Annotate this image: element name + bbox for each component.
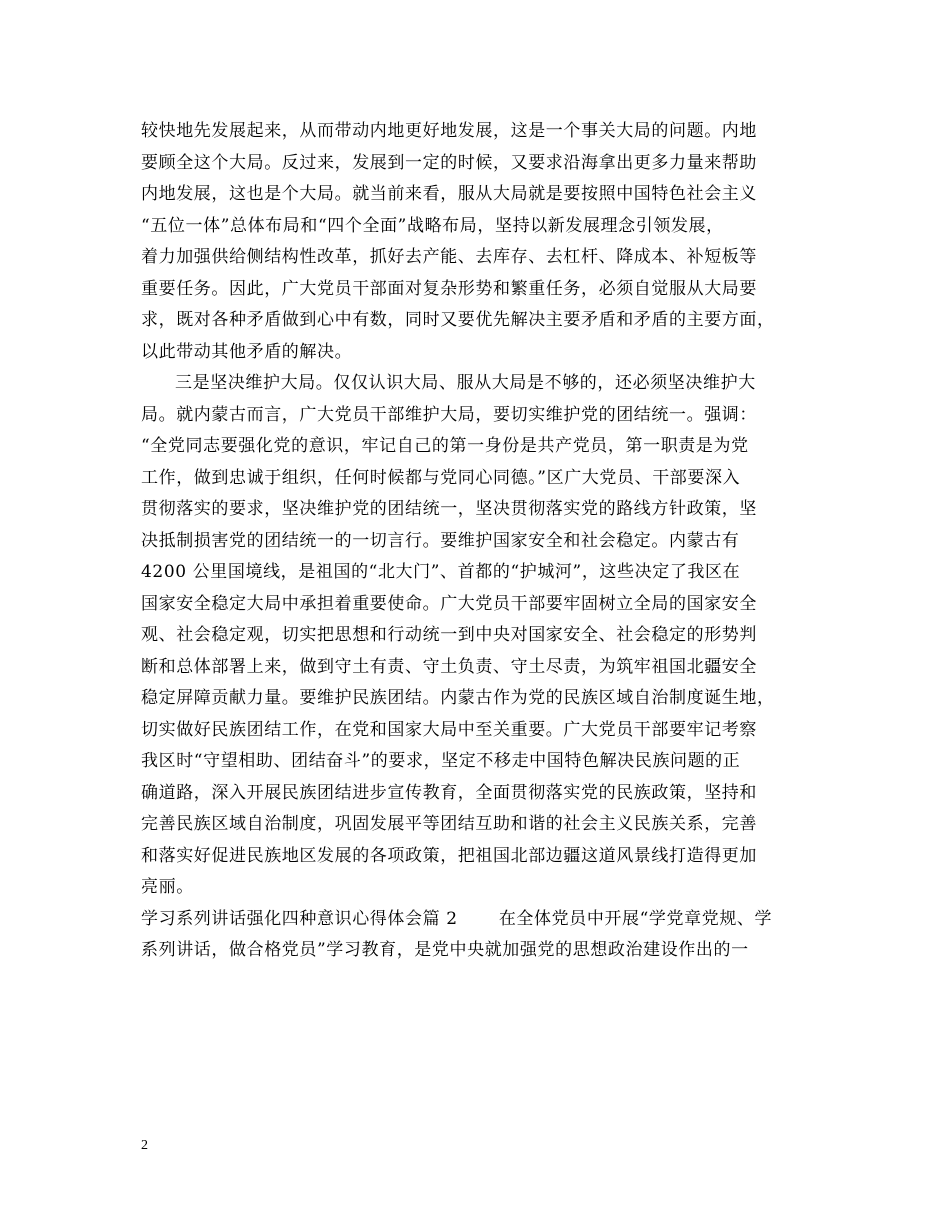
body-text (141, 116, 817, 967)
text-line: 亮丽。 (141, 877, 194, 897)
text-line: 求，既对各种矛盾做到心中有数，同时又要优先解决主要矛盾和矛盾的主要方面， (141, 310, 775, 330)
text-line: 和落实好促进民族地区发展的各项政策，把祖国北部边疆这道风景线打造得更加 (141, 845, 757, 866)
section-heading-line: 学习系列讲话强化四种意识心得体会篇 2 在全体党员中开展“学党章党规、学 (141, 908, 773, 929)
text-line: 重要任务。因此，广大党员干部面对复杂形势和繁重任务，必须自觉服从大局要 (141, 278, 757, 299)
text-line: 着力加强供给侧结构性改革，抓好去产能、去库存、去杠杆、降成本、补短板等 (141, 247, 757, 267)
text-line: 系列讲话，做合格党员”学习教育，是党中央就加强党的思想政治建设作出的一 (141, 940, 749, 960)
paragraph-start-line: 三是坚决维护大局。仅仅认识大局、服从大局是不够的，还必须坚决维护大 (175, 373, 756, 393)
text-line: 局。就内蒙古而言，广大党员干部维护大局，要切实维护党的团结统一。强调： (141, 404, 757, 425)
text-line: 我区时“守望相助、团结奋斗”的要求，坚定不移走中国特色解决民族问题的正 (141, 751, 741, 771)
text-line: 切实做好民族团结工作，在党和国家大局中至关重要。广大党员干部要牢记考察 (141, 719, 757, 740)
text-line: 较快地先发展起来，从而带动内地更好地发展，这是一个事关大局的问题。内地 (141, 121, 757, 141)
text-line: 工作，做到忠诚于组织，任何时候都与党同心同德。”区广大党员、干部要深入 (141, 467, 741, 488)
text-line: 国家安全稳定大局中承担着重要使命。广大党员干部要牢固树立全局的国家安全 (141, 593, 757, 614)
text-line: “全党同志要强化党的意识，牢记自己的第一身份是共产党员，第一职责是为党 (141, 436, 749, 456)
page-number: 2 (141, 1138, 148, 1153)
text-line: 断和总体部署上来，做到守土有责、守土负责、守土尽责，为筑牢祖国北疆安全 (141, 656, 757, 677)
text-line: 要顾全这个大局。反过来，发展到一定的时候，又要求沿海拿出更多力量来帮助 (141, 152, 757, 173)
text-line: 决抵制损害党的团结统一的一切言行。要维护国家安全和社会稳定。内蒙古有 (141, 530, 740, 551)
text-line: 以此带动其他矛盾的解决。 (141, 341, 353, 362)
text-line: 4200 公里国境线，是祖国的“北大门”、首都的“护城河”，这些决定了我区在 (141, 562, 741, 582)
text-line: 观、社会稳定观，切实把思想和行动统一到中央对国家安全、社会稳定的形势判 (141, 625, 757, 645)
text-line: 稳定屏障贡献力量。要维护民族团结。内蒙古作为党的民族区域自治制度诞生地， (141, 688, 775, 708)
text-line: 内地发展，这也是个大局。就当前来看，服从大局就是要按照中国特色社会主义 (141, 184, 757, 204)
text-line: 贯彻落实的要求，坚决维护党的团结统一，坚决贯彻落实党的路线方针政策，坚 (141, 499, 757, 519)
text-line: 完善民族区域自治制度，巩固发展平等团结互助和谐的社会主义民族关系，完善 (141, 814, 757, 834)
text-line: “五位一体”总体布局和“四个全面”战略布局，坚持以新发展理念引领发展， (141, 215, 724, 236)
text-line: 确道路，深入开展民族团结进步宣传教育，全面贯彻落实党的民族政策，坚持和 (141, 782, 757, 803)
